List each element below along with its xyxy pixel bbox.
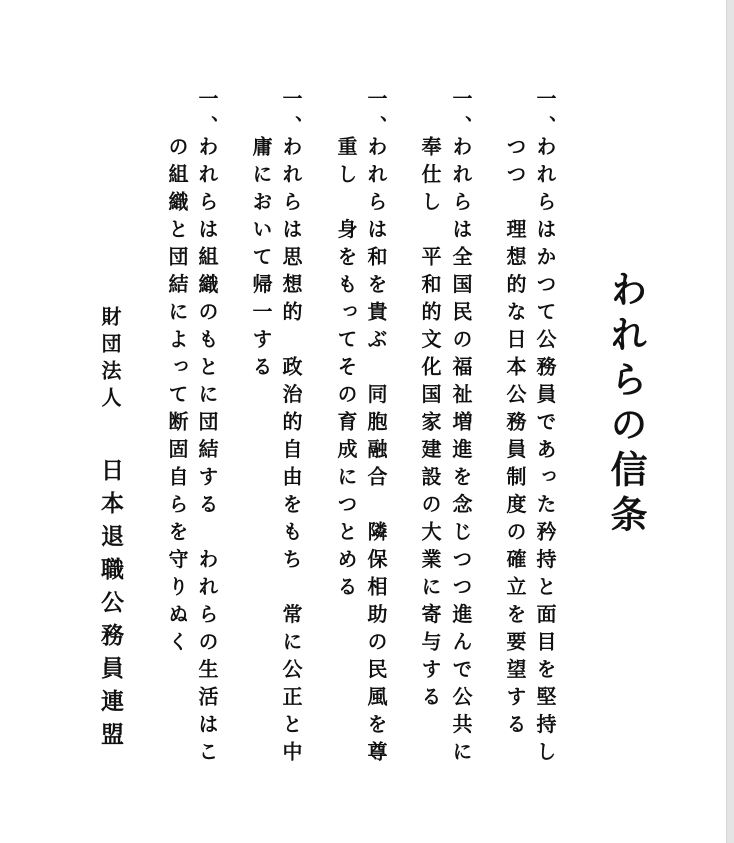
creed-5-line-2: の組織と団結によって断固自らを守りぬく (165, 136, 189, 659)
creed-4-marker: 一、 (279, 88, 303, 143)
organization-type: 財団法人 (98, 306, 122, 414)
creed-3-line-1: われらは和を貴ぶ 同胞融合 隣保相助の民風を尊 (364, 136, 388, 769)
creed-1-marker: 一、 (533, 88, 557, 143)
creed-2-line-2: 奉仕し 平和的文化国家建設の大業に寄与する (418, 136, 442, 714)
creed-2-marker: 一、 (449, 88, 473, 143)
creed-5-line-1: われらは組織のもとに団結する われらの生活はこ (195, 136, 219, 769)
page-edge (726, 0, 734, 843)
creed-5-marker: 一、 (195, 88, 219, 143)
creed-2-line-1: われらは全国民の福祉増進を念じつつ進んで公共に (449, 136, 473, 769)
creed-3-marker: 一、 (364, 88, 388, 143)
creed-4-line-2: 庸において帰一する (249, 136, 273, 384)
document-title: われらの信条 (604, 270, 648, 540)
creed-1-line-2: つつ 理想的な日本公務員制度の確立を要望する (503, 136, 527, 741)
organization-name: 日本退職公務員連盟 (97, 458, 124, 755)
creed-4-line-1: われらは思想的 政治的自由をもち 常に公正と中 (279, 136, 303, 769)
creed-1-line-1: われらはかつて公務員であった矜持と面目を堅持し (533, 136, 557, 769)
creed-3-line-2: 重し 身をもってその育成につとめる (334, 136, 358, 604)
